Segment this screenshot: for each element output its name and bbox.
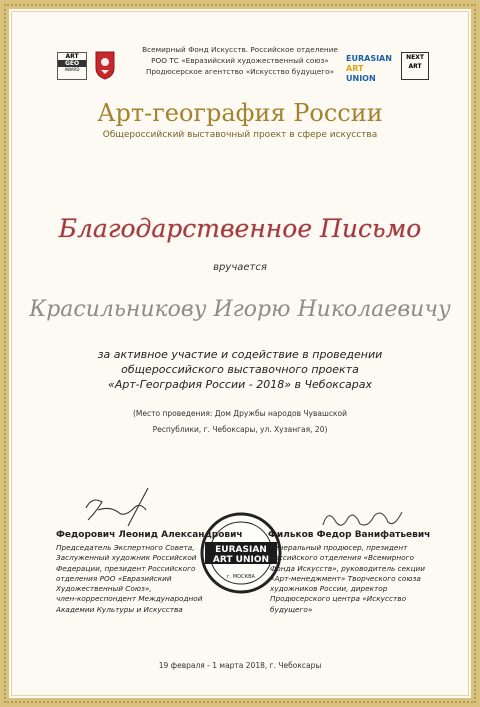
project-title: Арт-география России [97, 99, 383, 127]
seal-line2: ART UNION [212, 555, 270, 565]
presented-text: вручается [213, 262, 267, 273]
seal-line1: EURASIAN [215, 545, 267, 555]
project-subtitle: Общероссийский выставочный проект в сфере искусства [102, 130, 378, 140]
signatory-name: Федорович Леонид Александрович [56, 530, 243, 540]
organizer-line: Продюсерское агентство «Искусство будущего» [145, 67, 335, 76]
moscow-coat-of-arms-icon [94, 50, 116, 80]
organizer-line: Всемирный Фонд Искусств. Российское отделение [142, 45, 338, 54]
signatory-description: Председатель Экспертного Совета, Заслуженный художник Российской Федерации, президент Российского отделения РОО «Евразийский Художественный Союз», член-корреспондент Международной Академии Культуры и Искусства [56, 543, 203, 614]
artgeo-award-logo: ART GEO AWARD [57, 52, 87, 80]
venue-block: (Место проведения: Дом Дружбы народов Чувашской Республики, г. Чебоксары, ул. Хузангая, 20) [132, 409, 347, 434]
event-date: 19 февраля - 1 марта 2018, г. Чебоксары [158, 661, 322, 670]
recipient-name: Красильникову Игорю Николаевичу [29, 297, 451, 322]
signatory-left [56, 530, 246, 615]
reason-block: за активное участие и содействие в проведении общероссийского выставочного проекта «Арт-География России - 2018» в Чебоксарах [97, 348, 383, 391]
seal-line3: г. МОСКВА [227, 574, 255, 580]
eurasian-art-union-logo: EURASIAN ART UNION [346, 54, 392, 83]
organizer-line: РОО ТС «Евразийский художественный союз» [151, 56, 329, 65]
signatory-name: Фильков Федор Ванифатьевич [268, 530, 431, 540]
organizers-block [130, 44, 350, 77]
signatory-right [268, 530, 458, 615]
next-art-logo: NEXT ART [401, 52, 429, 80]
letter-heading: Благодарственное Письмо [58, 214, 422, 243]
signatory-description: Генеральный продюсер, президент Российского отделения «Всемирного Фонда Искусств», руководитель секции «Арт-менеджмент» Творческого союза художников России, директор Продюсерского центра «Искусство будущего» [270, 543, 426, 614]
signature-left [78, 478, 168, 533]
